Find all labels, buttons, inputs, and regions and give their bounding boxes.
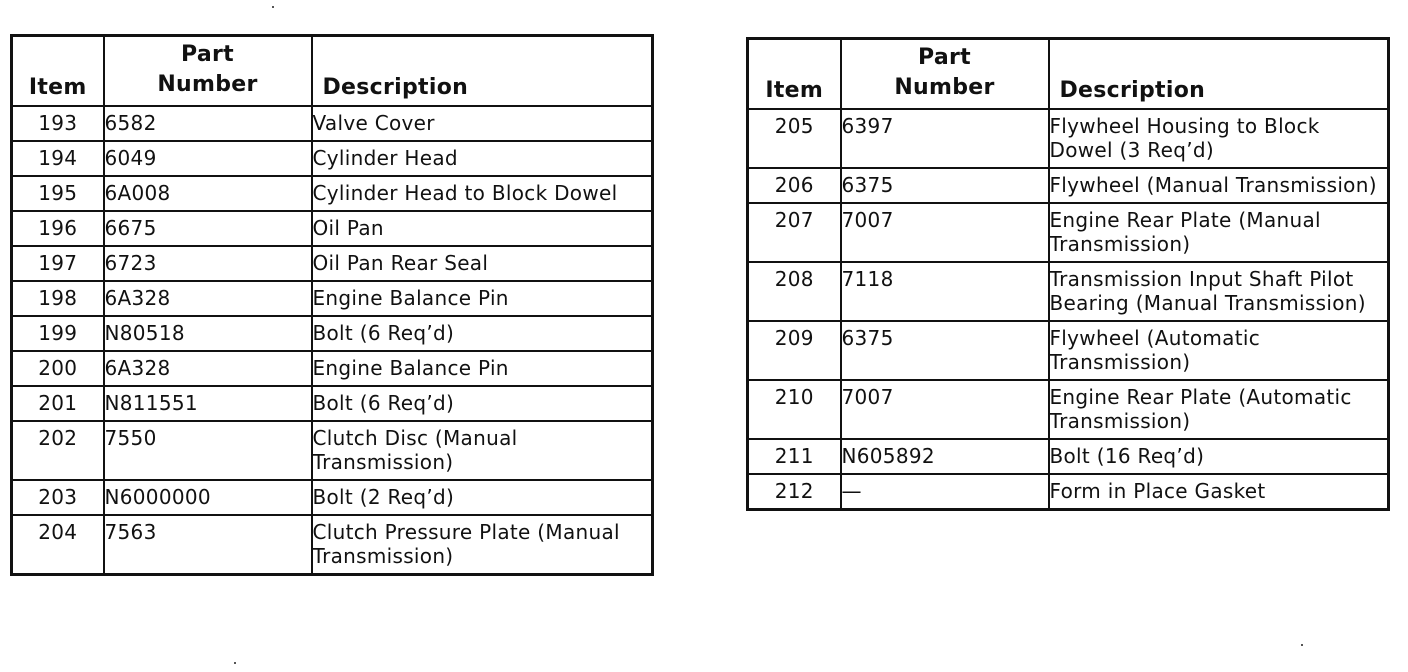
description-cell: Cylinder Head to Block Dowel xyxy=(312,176,653,211)
description-cell: Clutch Pressure Plate (Manual Transmission) xyxy=(312,515,653,575)
description-cell: Flywheel (Manual Transmission) xyxy=(1049,168,1389,203)
item-number-cell: 204 xyxy=(12,515,104,575)
part-number-cell: 6A328 xyxy=(104,351,312,386)
table-row xyxy=(748,109,1389,168)
part-number-cell: 7550 xyxy=(104,421,312,480)
part-number-cell: 7007 xyxy=(841,380,1049,439)
part-number-cell: 6049 xyxy=(104,141,312,176)
part-number-cell: 7563 xyxy=(104,515,312,575)
table-row xyxy=(12,106,653,141)
description-cell: Clutch Disc (Manual Transmission) xyxy=(312,421,653,480)
part-number-cell: N811551 xyxy=(104,386,312,421)
description-cell: Engine Rear Plate (Automatic Transmission) xyxy=(1049,380,1389,439)
parts-table-left xyxy=(10,34,654,576)
part-number-cell: 6375 xyxy=(841,168,1049,203)
table-row xyxy=(748,203,1389,262)
table-row xyxy=(12,281,653,316)
part-number-cell: N605892 xyxy=(841,439,1049,474)
table-row xyxy=(12,351,653,386)
scan-speck xyxy=(1301,644,1303,646)
scan-speck xyxy=(272,6,274,8)
header-part-number xyxy=(841,39,1049,109)
description-cell: Form in Place Gasket xyxy=(1049,474,1389,510)
header-item: Item xyxy=(12,36,104,106)
description-cell: Flywheel (Automatic Transmission) xyxy=(1049,321,1389,380)
table-row xyxy=(748,168,1389,203)
table-body xyxy=(12,106,653,575)
description-cell: Bolt (2 Req’d) xyxy=(312,480,653,515)
item-number-cell: 203 xyxy=(12,480,104,515)
description-cell: Oil Pan xyxy=(312,211,653,246)
header-part-line2: Number xyxy=(894,74,995,100)
description-cell: Engine Balance Pin xyxy=(312,281,653,316)
description-cell: Bolt (6 Req’d) xyxy=(312,316,653,351)
table-row xyxy=(748,439,1389,474)
description-cell: Bolt (6 Req’d) xyxy=(312,386,653,421)
table-row xyxy=(748,380,1389,439)
table-row xyxy=(12,176,653,211)
part-number-cell: 6582 xyxy=(104,106,312,141)
item-number-cell: 212 xyxy=(748,474,841,510)
item-number-cell: 200 xyxy=(12,351,104,386)
header-part-line1: Part xyxy=(181,41,234,67)
table-row xyxy=(748,474,1389,510)
part-number-cell: N6000000 xyxy=(104,480,312,515)
part-number-cell: 6375 xyxy=(841,321,1049,380)
part-number-cell: 6397 xyxy=(841,109,1049,168)
item-number-cell: 198 xyxy=(12,281,104,316)
item-number-cell: 211 xyxy=(748,439,841,474)
header-row xyxy=(12,36,653,106)
item-number-cell: 209 xyxy=(748,321,841,380)
item-number-cell: 208 xyxy=(748,262,841,321)
header-row xyxy=(748,39,1389,109)
table-row xyxy=(748,321,1389,380)
table-row xyxy=(748,262,1389,321)
part-number-cell: 7007 xyxy=(841,203,1049,262)
parts-table-right xyxy=(746,37,1390,511)
item-number-cell: 210 xyxy=(748,380,841,439)
header-part-line2: Number xyxy=(157,71,258,97)
part-number-cell: — xyxy=(841,474,1049,510)
item-number-cell: 206 xyxy=(748,168,841,203)
item-number-cell: 201 xyxy=(12,386,104,421)
part-number-cell: 7118 xyxy=(841,262,1049,321)
item-number-cell: 197 xyxy=(12,246,104,281)
table-row xyxy=(12,316,653,351)
table-row xyxy=(12,386,653,421)
table-row xyxy=(12,515,653,575)
table-row xyxy=(12,211,653,246)
item-number-cell: 195 xyxy=(12,176,104,211)
part-number-cell: N80518 xyxy=(104,316,312,351)
item-number-cell: 194 xyxy=(12,141,104,176)
part-number-cell: 6A008 xyxy=(104,176,312,211)
description-cell: Transmission Input Shaft Pilot Bearing (Manual Transmission) xyxy=(1049,262,1389,321)
description-cell: Cylinder Head xyxy=(312,141,653,176)
description-cell: Engine Balance Pin xyxy=(312,351,653,386)
item-number-cell: 207 xyxy=(748,203,841,262)
description-cell: Bolt (16 Req’d) xyxy=(1049,439,1389,474)
part-number-cell: 6A328 xyxy=(104,281,312,316)
table-body xyxy=(748,109,1389,510)
scan-speck xyxy=(234,662,236,664)
table-row xyxy=(12,480,653,515)
part-number-cell: 6723 xyxy=(104,246,312,281)
item-number-cell: 199 xyxy=(12,316,104,351)
description-cell: Flywheel Housing to Block Dowel (3 Req’d) xyxy=(1049,109,1389,168)
part-number-cell: 6675 xyxy=(104,211,312,246)
header-description: Description xyxy=(1049,39,1389,109)
header-part-number xyxy=(104,36,312,106)
header-description: Description xyxy=(312,36,653,106)
description-cell: Engine Rear Plate (Manual Transmission) xyxy=(1049,203,1389,262)
item-number-cell: 205 xyxy=(748,109,841,168)
table-row xyxy=(12,246,653,281)
table-row xyxy=(12,421,653,480)
description-cell: Valve Cover xyxy=(312,106,653,141)
header-part-line1: Part xyxy=(918,44,971,70)
description-cell: Oil Pan Rear Seal xyxy=(312,246,653,281)
item-number-cell: 196 xyxy=(12,211,104,246)
header-item: Item xyxy=(748,39,841,109)
table-row xyxy=(12,141,653,176)
item-number-cell: 193 xyxy=(12,106,104,141)
item-number-cell: 202 xyxy=(12,421,104,480)
